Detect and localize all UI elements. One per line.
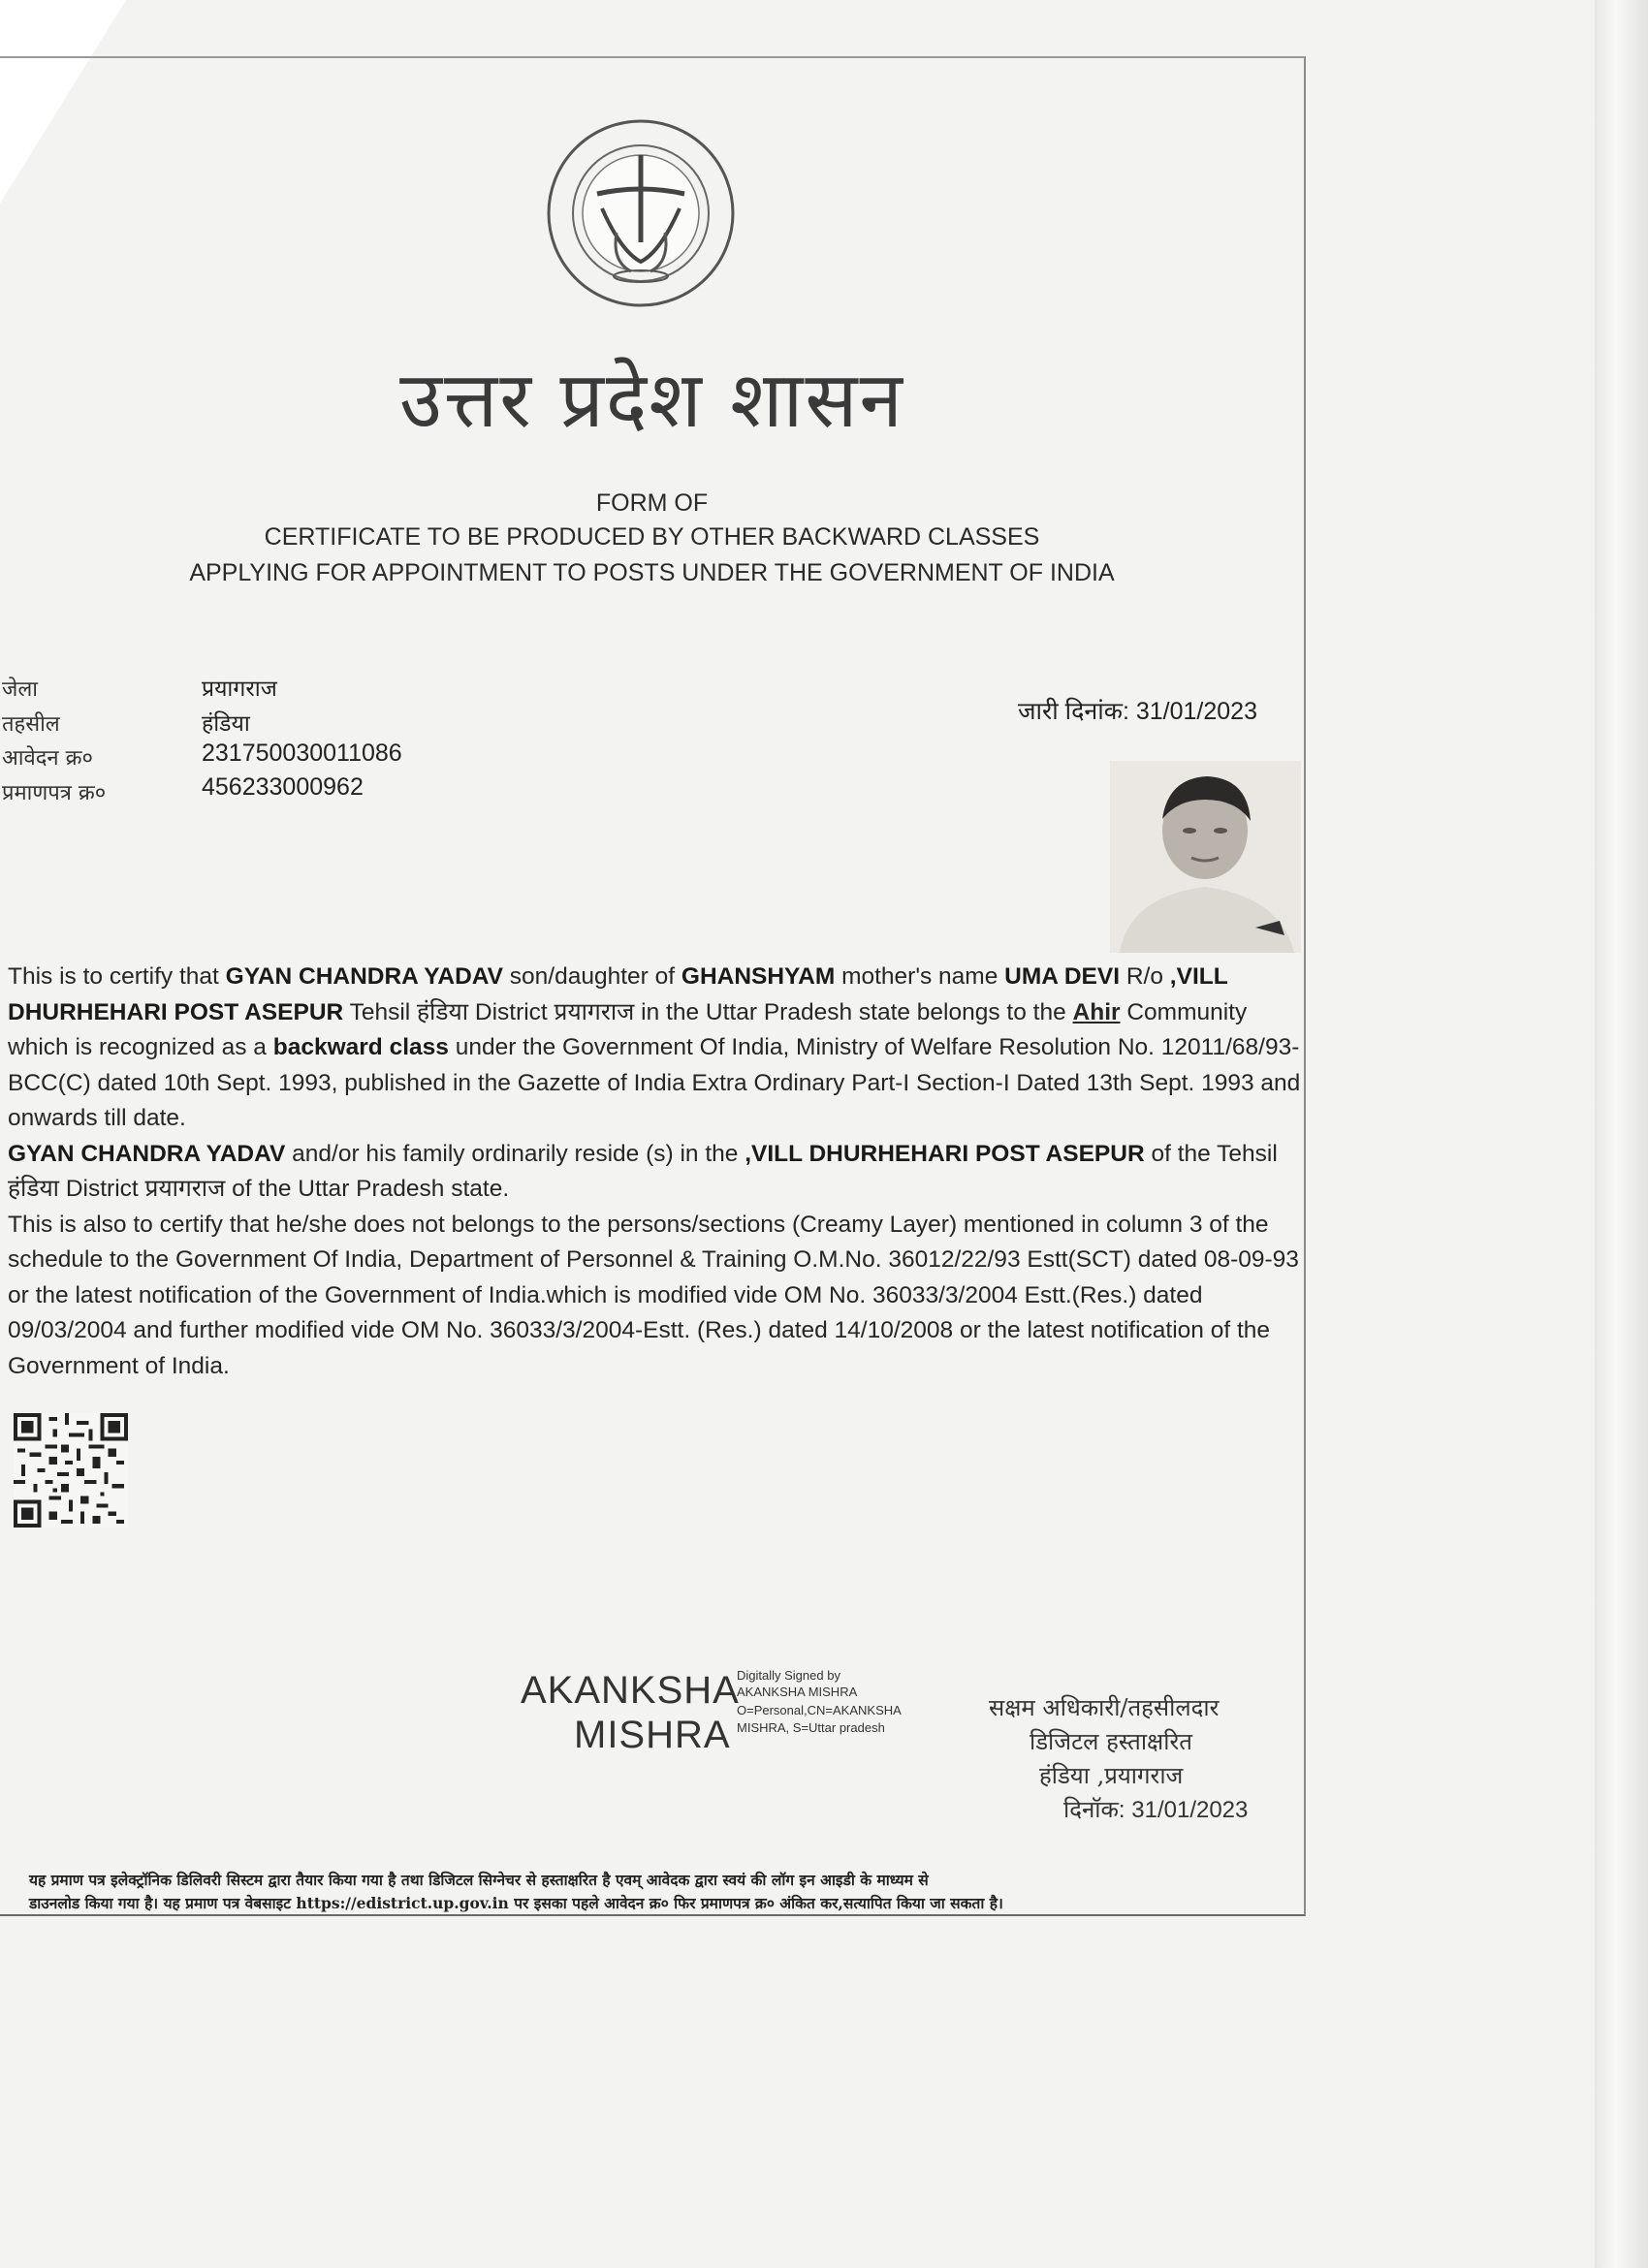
scan-page-edge xyxy=(1595,0,1648,2268)
officer-digital-signed: डिजिटल हस्ताक्षरित xyxy=(1030,1728,1192,1755)
digital-sign-text-3: O=Personal,CN=AKANKSHA xyxy=(737,1703,902,1717)
digital-sign-text-2: AKANKSHA MISHRA xyxy=(737,1685,858,1699)
digital-sign-text-1: Digitally Signed by xyxy=(737,1668,840,1683)
body-text: of the Uttar Pradesh state. xyxy=(225,1176,510,1202)
applicant-name: GYAN CHANDRA YADAV xyxy=(225,963,503,990)
body-text: Tehsil xyxy=(343,998,418,1025)
certificate-body xyxy=(8,960,1302,1384)
footer-note-line1: यह प्रमाण पत्र इलेक्ट्रॉनिक डिलिवरी सिस्टम द्वारा तैयार किया गया है तथा डिजिटल सिग्नेचर से हस्ताक्षरित है एवम् आवेदक द्वारा स्वयं की लॉग इन आइडी के माध्यम से xyxy=(29,1871,929,1889)
community-name: Ahir xyxy=(1072,998,1121,1025)
address: ,VILL DHURHEHARI POST ASEPUR xyxy=(8,963,1228,1025)
signature-name-line1: AKANKSHA xyxy=(521,1669,740,1712)
digital-sign-text-4: MISHRA, S=Uttar pradesh xyxy=(737,1720,885,1735)
backward-class-text: backward class xyxy=(272,1034,449,1060)
officer-date: दिनॉक: 31/01/2023 xyxy=(1063,1797,1249,1823)
up-govt-emblem-icon xyxy=(544,116,738,310)
application-no-value: 231750030011086 xyxy=(202,740,402,767)
certificate-heading-line1: CERTIFICATE TO BE PRODUCED BY OTHER BACKWARD CLASSES xyxy=(264,523,1040,551)
issue-date: जारी दिनांक: 31/01/2023 xyxy=(1018,698,1257,725)
district-label: जेला xyxy=(2,677,38,702)
application-no-label: आवेदन क्र० xyxy=(2,746,93,771)
body-text: R/o xyxy=(1120,963,1170,990)
officer-place: हंडिया ,प्रयागराज xyxy=(1039,1762,1184,1789)
body-text: District xyxy=(59,1176,145,1202)
body-text: and/or his family ordinarily reside (s) in the xyxy=(285,1140,745,1167)
tehsil-label: तहसील xyxy=(2,712,60,737)
body-text: in the Uttar Pradesh state belongs to the xyxy=(634,998,1073,1025)
mother-name: UMA DEVI xyxy=(1004,963,1121,990)
page-title: उत्तर प्रदेश शासन xyxy=(399,355,904,445)
body-text: of the Tehsil xyxy=(1144,1140,1278,1167)
certificate-paragraph-2 xyxy=(8,1137,1302,1208)
certificate-no-value: 456233000962 xyxy=(202,773,364,801)
body-text: Community which is recognized as a xyxy=(8,998,1248,1060)
district-value: प्रयागराज xyxy=(202,677,277,702)
certificate-paragraph-3: This is also to certify that he/she does not belongs to the persons/sections (Creamy Layer) mentioned in column 3 of the schedule to the Government Of India, Department of Personnel & Training O.M.No. 36012/22/93 Estt(SCT) dated 08-09-93 or the latest notification of the Government of India.which is modified vide OM No. 36033/3/2004 Estt.(Res.) dated 09/03/2004 and further modified vide OM No. 36033/3/2004-Estt. (Res.) dated 14/10/2008 or the latest notification of the Government of India. xyxy=(8,1211,1299,1379)
district-name: प्रयागराज xyxy=(144,1176,226,1202)
address: ,VILL DHURHEHARI POST ASEPUR xyxy=(745,1140,1145,1167)
officer-designation: सक्षम अधिकारी/तहसीलदार xyxy=(989,1694,1220,1721)
district-name: प्रयागराज xyxy=(554,998,635,1025)
body-text: District xyxy=(468,998,555,1025)
form-of-heading: FORM OF xyxy=(595,489,709,517)
body-text: This is to certify that xyxy=(8,963,226,990)
tehsil-name: हंडिया xyxy=(8,1176,60,1202)
tehsil-value: हंडिया xyxy=(202,711,250,737)
certificate-no-label: प्रमाणपत्र क्र० xyxy=(2,781,107,805)
certificate-heading-line2: APPLYING FOR APPOINTMENT TO POSTS UNDER THE GOVERNMENT OF INDIA xyxy=(189,559,1115,586)
body-text: under the Government Of India, Ministry of Welfare Resolution No. 12011/68/93-BCC(C) dated 10th Sept. 1993, published in the Gazette of India Extra Ordinary Part-I Section-I Dated 13th Sept. 1993 and onwards till date. xyxy=(8,1034,1301,1131)
certificate-paragraph-1 xyxy=(8,960,1302,1137)
tehsil-name: हंडिया xyxy=(417,998,469,1025)
father-name: GHANSHYAM xyxy=(681,963,836,990)
applicant-name: GYAN CHANDRA YADAV xyxy=(8,1140,286,1167)
body-text: son/daughter of xyxy=(503,963,681,990)
body-text: mother's name xyxy=(835,963,1005,990)
qr-code-icon xyxy=(14,1413,128,1528)
footer-note-line2: डाउनलोड किया गया है। यह प्रमाण पत्र वेबसाइट https://edistrict.up.gov.in पर इसका पहले आवेदन क्र० फिर प्रमाणपत्र क्र० अंकित कर,सत्यापित किया जा सकता है। xyxy=(29,1894,1003,1912)
applicant-photo xyxy=(1110,761,1301,953)
signature-name-line2: MISHRA xyxy=(574,1714,731,1756)
